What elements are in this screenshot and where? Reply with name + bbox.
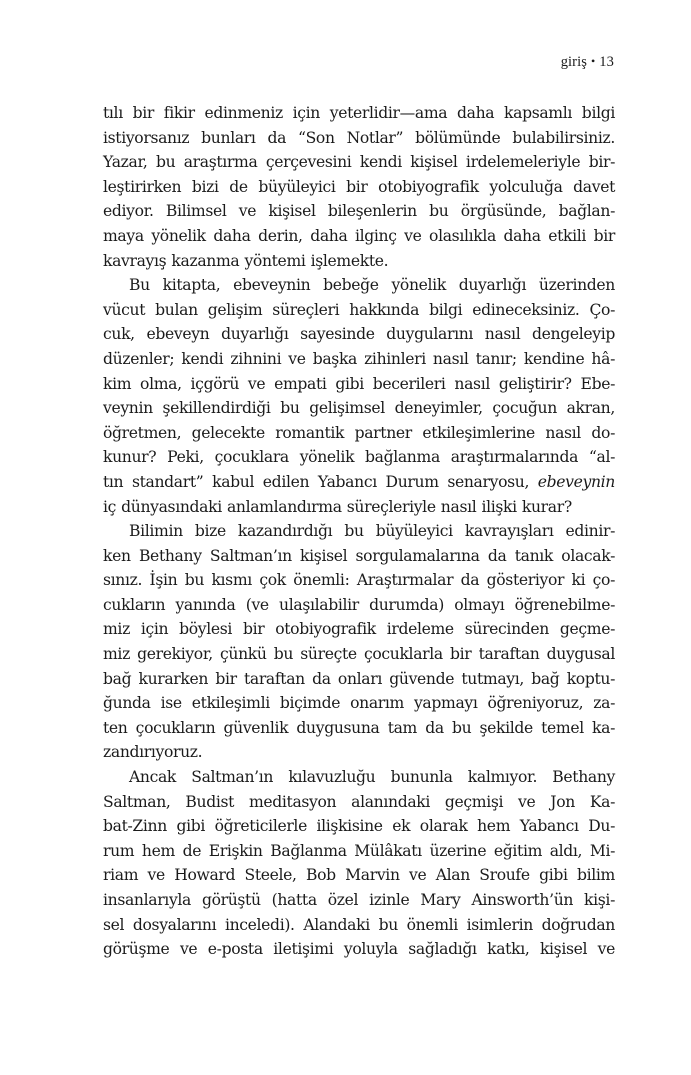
- text-line: sınız. İşin bu kısmı çok önemli: Araştırmalar da gösteriyor ki ço-: [103, 571, 615, 590]
- text-line: düzenler; kendi zihnini ve başka zihinleri nasıl tanır; kendine hâ-: [103, 349, 615, 368]
- bullet-separator: •: [590, 54, 596, 68]
- text-line: istiyorsanız bunları da “Son Notlar” bölümünde bulabilirsiniz.: [103, 128, 615, 147]
- text-line: cuk, ebeveyn duyarlığı sayesinde duygularını nasıl dengeleyip: [103, 325, 615, 344]
- text-line: ediyor. Bilimsel ve kişisel bileşenlerin bu örgüsünde, bağlan-: [103, 202, 615, 221]
- text-line: riam ve Howard Steele, Bob Marvin ve Alan Sroufe gibi bilim: [103, 866, 615, 885]
- text-line: ten çocukların güvenlik duygusuna tam da bu şekilde temel ka-: [103, 718, 615, 737]
- text-line: veynin şekillendirdiği bu gelişimsel deneyimler, çocuğun akran,: [103, 399, 615, 418]
- text-line: Bilimin bize kazandırdığı bu büyüleyici kavrayışları edinir-: [129, 522, 615, 541]
- paragraph: [103, 101, 615, 273]
- text-line: zandırıyoruz.: [103, 743, 203, 762]
- text-line: rum hem de Erişkin Bağlanma Mülâkatı üzerine eğitim aldı, Mi-: [103, 841, 615, 860]
- paragraph: [103, 765, 615, 962]
- text-line: tılı bir fikir edinmeniz için yeterlidir—ama daha kapsamlı bilgi: [103, 104, 615, 122]
- text-line: iç dünyasındaki anlamlandırma süreçleriyle nasıl ilişki kurar?: [103, 497, 572, 516]
- text-line: kunur? Peki, çocuklara yönelik bağlanma araştırmalarında “al-: [103, 448, 615, 467]
- text-line: Yazar, bu araştırma çerçevesini kendi kişisel irdelemeleriyle bir-: [103, 153, 615, 172]
- text-line: bat-Zinn gibi öğreticilerle ilişkisine ek olarak hem Yabancı Du-: [103, 817, 615, 836]
- text-line: leştirirken bizi de büyüleyici bir otobiyografik yolculuğa davet: [103, 177, 615, 196]
- text-line: Saltman, Budist meditasyon alanındaki geçmişi ve Jon Ka-: [103, 792, 615, 811]
- text-line: bağ kurarken bir taraftan da onları güvende tutmayı, bağ koptu-: [103, 669, 615, 688]
- paragraph: [103, 273, 615, 519]
- text-line: maya yönelik daha derin, daha ilginç ve olasılıkla daha etkili bir: [103, 226, 615, 245]
- section-title: giriş: [560, 54, 587, 70]
- text-line: görüşme ve e-posta iletişimi yoluyla sağladığı katkı, kişisel ve: [103, 940, 615, 959]
- text-line: kavrayış kazanma yöntemi işlemekte.: [103, 251, 389, 270]
- text-line: ğunda ise etkileşimli biçimde onarım yapmayı öğreniyoruz, za-: [103, 694, 615, 713]
- text-line: kim olma, içgörü ve empati gibi becerileri nasıl geliştirir? Ebe-: [103, 374, 615, 393]
- text-line: ken Bethany Saltman’ın kişisel sorgulamalarına da tanık olacak-: [103, 546, 615, 565]
- text-segment: tın standart” kabul edilen Yabancı Durum senaryosu,: [103, 472, 538, 491]
- text-line: vücut bulan gelişim süreçleri hakkında bilgi edineceksiniz. Ço-: [103, 300, 615, 319]
- text-line: cukların yanında (ve ulaşılabilir durumda) olmayı öğrenebilme-: [103, 595, 615, 614]
- text-line: miz için böylesi bir otobiyografik irdeleme sürecinden geçme-: [103, 620, 615, 639]
- body-text: [103, 101, 615, 962]
- text-line: öğretmen, gelecekte romantik partner etkileşimlerine nasıl do-: [103, 423, 615, 442]
- running-head: [561, 54, 614, 71]
- paragraph: [103, 519, 615, 765]
- text-line: insanlarıyla görüştü (hatta özel izinle Mary Ainsworth’ün kişi-: [103, 891, 615, 909]
- text-line: miz gerekiyor, çünkü bu süreçte çocuklarla bir taraftan duygusal: [103, 645, 615, 664]
- text-line: Ancak Saltman’ın kılavuzluğu bununla kalmıyor. Bethany: [129, 768, 615, 787]
- text-line: sel dosyalarını inceledi). Alandaki bu önemli isimlerin doğrudan: [103, 915, 615, 934]
- text-line-with-italic: [103, 470, 615, 495]
- page-number: 13: [599, 54, 614, 70]
- text-line: Bu kitapta, ebeveynin bebeğe yönelik duyarlığı üzerinden: [129, 276, 615, 295]
- italic-word: ebeveynin: [537, 472, 615, 491]
